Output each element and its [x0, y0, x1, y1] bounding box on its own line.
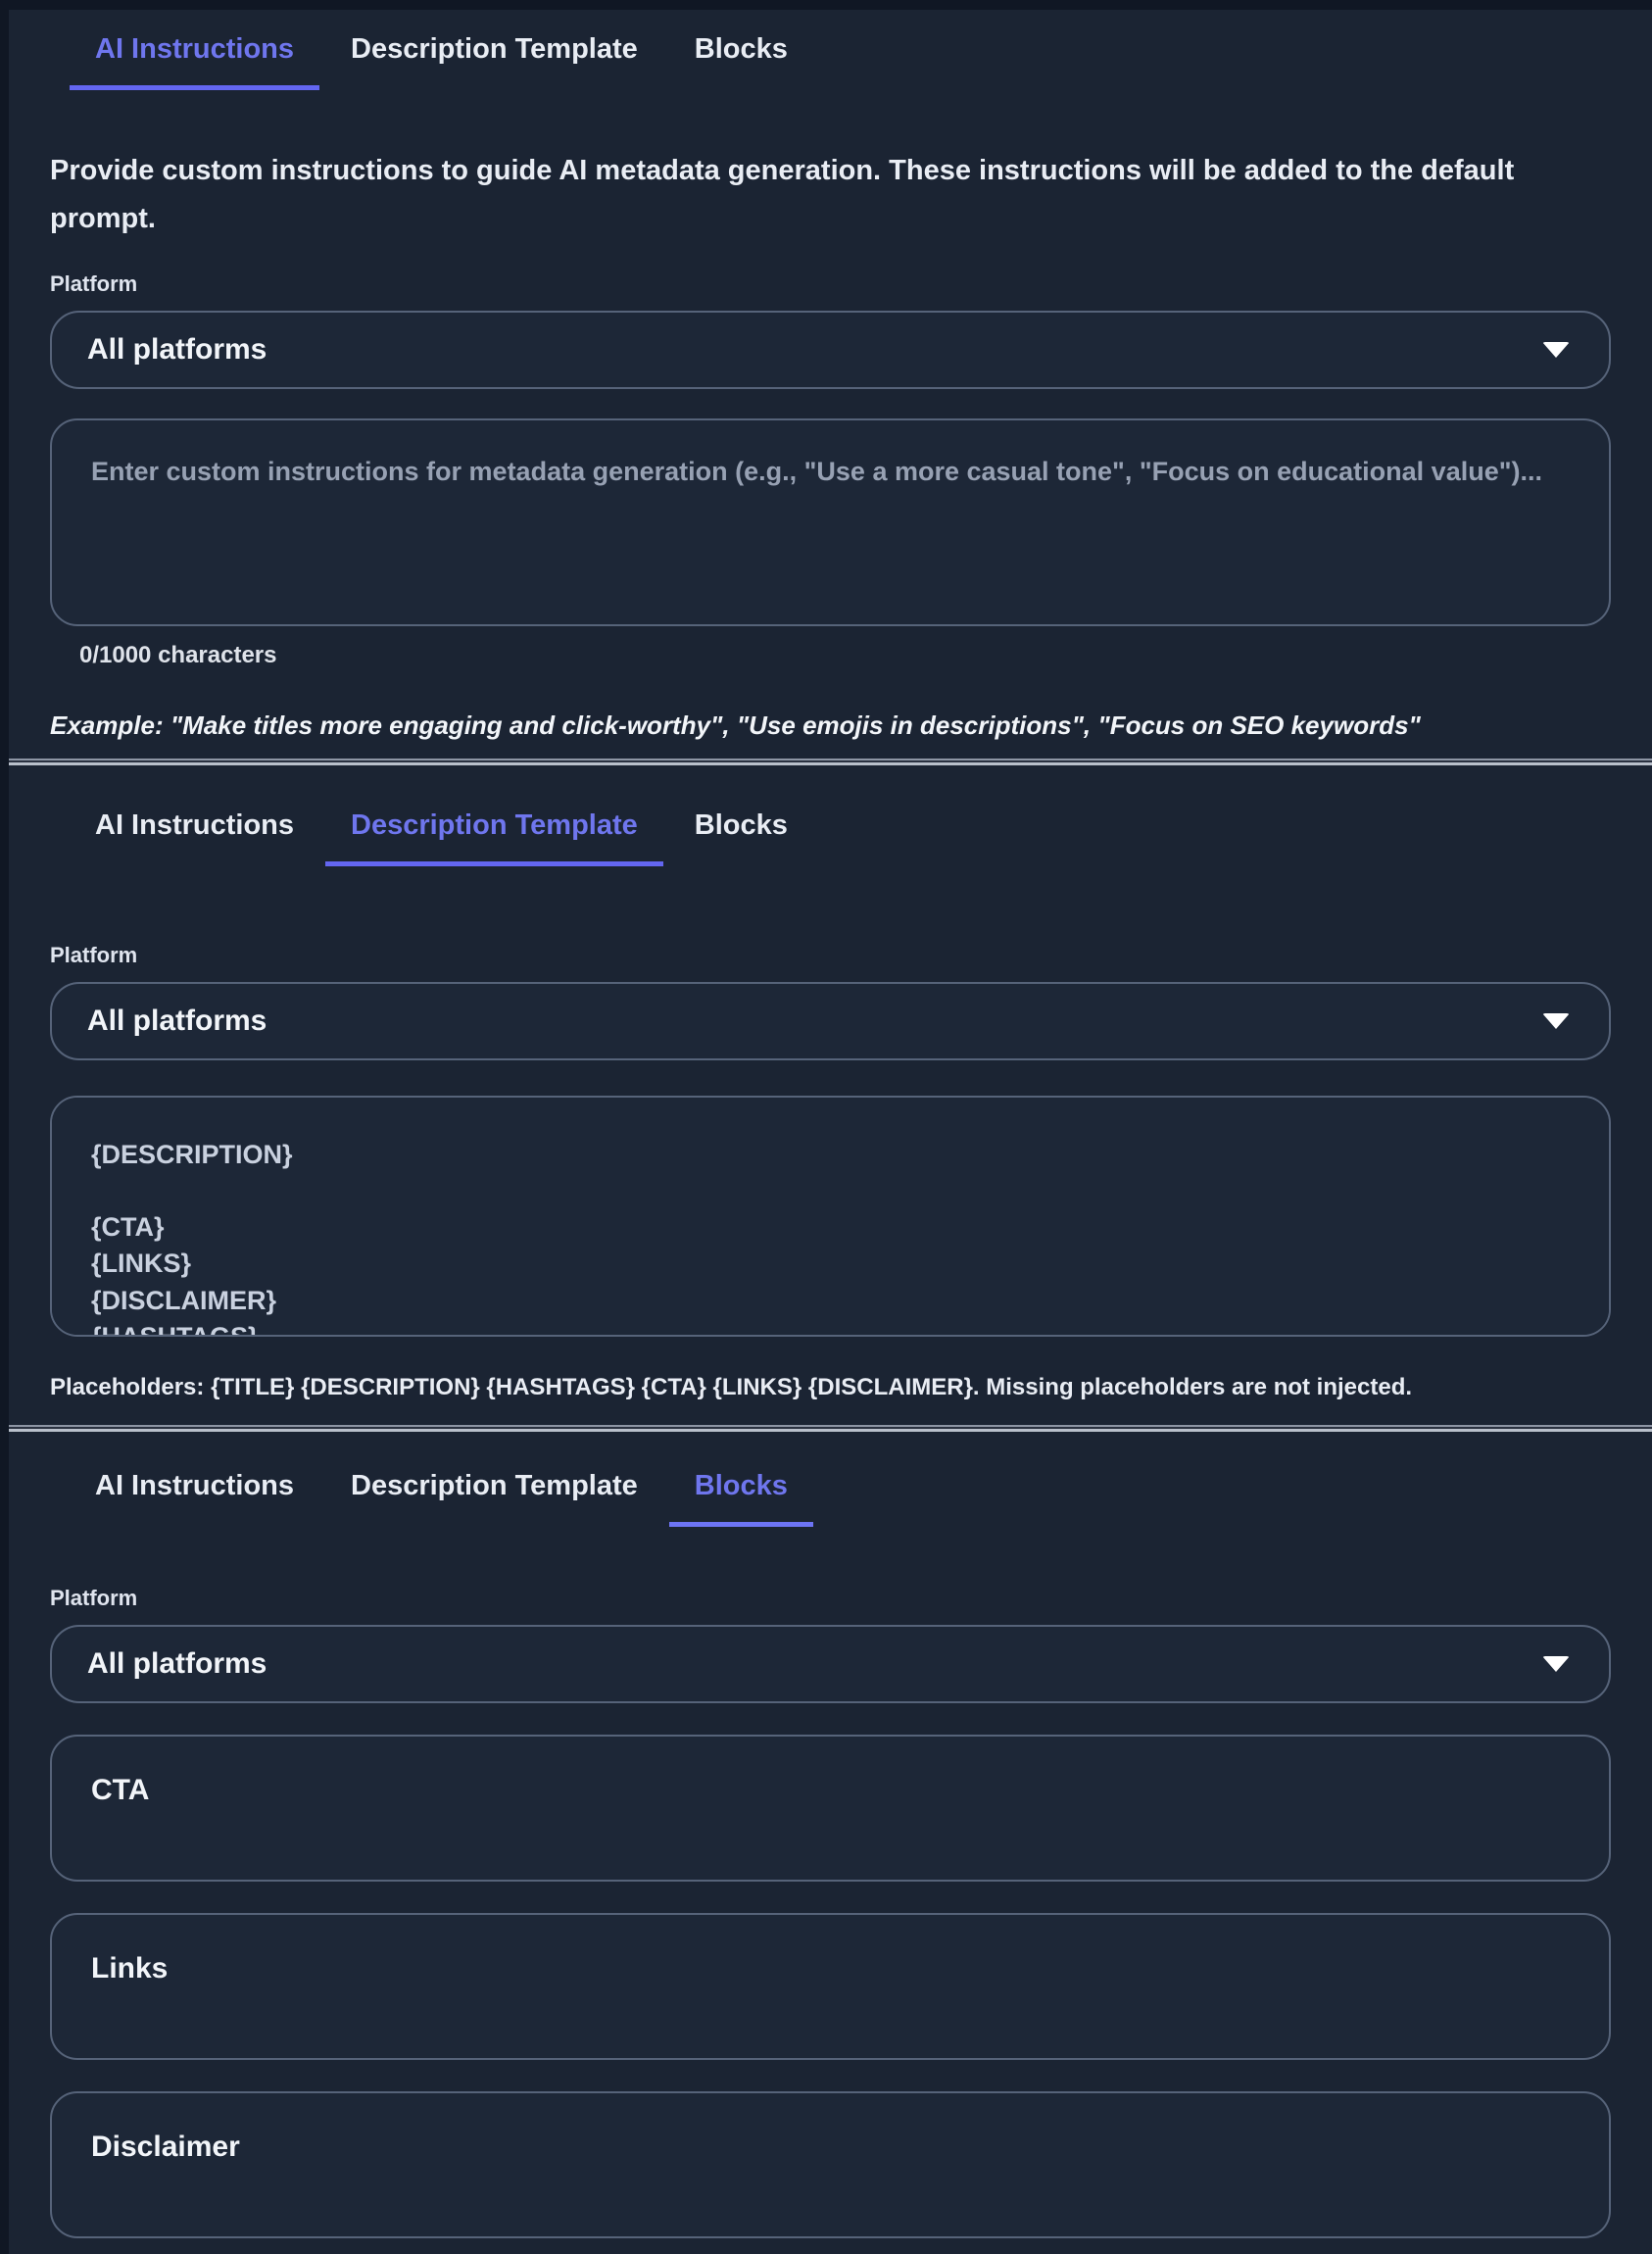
custom-instructions-input[interactable] [50, 418, 1611, 626]
platform-label: Platform [50, 942, 138, 967]
platform-label: Platform [50, 1585, 138, 1610]
chevron-down-icon [1542, 1656, 1570, 1672]
chevron-down-icon [1542, 1013, 1570, 1029]
tab-description-template[interactable]: Description Template [325, 802, 663, 866]
cta-block-input[interactable] [50, 1735, 1611, 1882]
description-template-input[interactable] [50, 1096, 1611, 1337]
description-template-panel [9, 766, 1652, 1425]
tab-ai-instructions[interactable]: AI Instructions [95, 1469, 295, 1501]
tab-blocks[interactable]: Blocks [669, 1462, 813, 1527]
example-note: Example: "Make titles more engaging and click-worthy", "Use emojis in descriptions", "Focus on SEO keywords" [50, 710, 1421, 740]
links-block-label: Links [91, 1951, 169, 1984]
platform-label: Platform [50, 270, 138, 296]
tab-blocks[interactable]: Blocks [694, 808, 788, 841]
tab-bar [70, 802, 1611, 866]
blocks-panel [9, 1433, 1652, 2254]
tab-bar [70, 1462, 1611, 1527]
tab-description-template[interactable]: Description Template [351, 1469, 638, 1501]
platform-select[interactable] [50, 1625, 1611, 1703]
ai-instructions-panel [9, 10, 1652, 759]
section-separator [9, 1425, 1652, 1433]
tab-bar [70, 25, 1611, 90]
placeholders-note: Placeholders: {TITLE} {DESCRIPTION} {HASHTAGS} {CTA} {LINKS} {DISCLAIMER}. Missing placeholders are not injected. [50, 1373, 1413, 1400]
tab-ai-instructions[interactable]: AI Instructions [70, 25, 319, 90]
disclaimer-block-input[interactable] [50, 2091, 1611, 2238]
links-block-input[interactable] [50, 1913, 1611, 2060]
tab-ai-instructions[interactable]: AI Instructions [95, 808, 295, 841]
platform-select[interactable] [50, 311, 1611, 389]
tab-blocks[interactable]: Blocks [694, 33, 788, 65]
panel-description: Provide custom instructions to guide AI metadata generation. These instructions will be added to the default prompt. [50, 155, 1515, 235]
character-counter: 0/1000 characters [79, 641, 277, 668]
section-separator [9, 759, 1652, 766]
platform-select-value: All platforms [87, 332, 267, 366]
platform-select-value: All platforms [87, 1004, 267, 1037]
tab-description-template[interactable]: Description Template [351, 33, 638, 65]
disclaimer-block-label: Disclaimer [91, 2130, 240, 2163]
cta-block-label: CTA [91, 1773, 150, 1806]
platform-select-value: All platforms [87, 1646, 267, 1680]
platform-select[interactable] [50, 982, 1611, 1060]
chevron-down-icon [1542, 342, 1570, 358]
